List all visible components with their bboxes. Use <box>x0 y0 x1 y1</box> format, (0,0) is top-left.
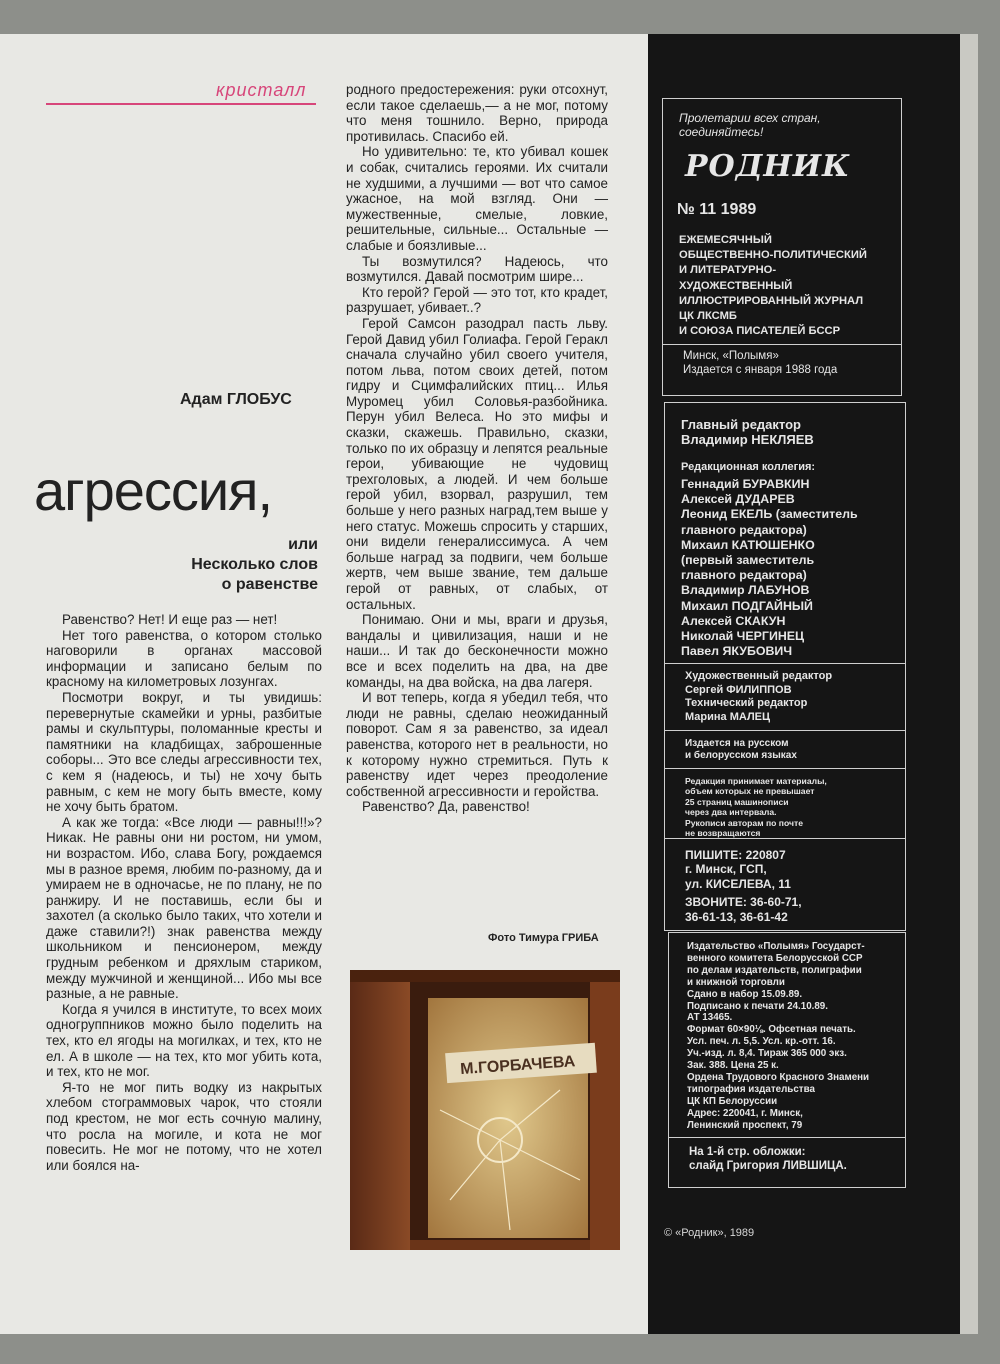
imprint-line: по делам издательств, полиграфии <box>687 964 862 976</box>
publisher-info <box>683 349 837 377</box>
paragraph: Понимаю. Они и мы, враги и друзья, вандалы и цивилизация, наши и не наши... И так до бесконечности можно все и всех поделить на два, на две команды, на два войска, на два лагеря. <box>346 612 608 690</box>
notice-line: объем которых не превышает <box>685 786 815 797</box>
notice-line: Рукописи авторам по почте <box>685 817 803 828</box>
board-member: Михаил КАТЮШЕНКО <box>681 537 815 552</box>
paragraph: А как же тогда: «Все люди — равны!!!»? Никак. Не равны они ни ростом, ни умом, ни возрастом. Ибо, слава Богу, рождаемся мы в разное время, любим по-разному, да и умираем не в одночасье, не по плану, не по ранжиру. И не поставишь, если бы и захотел (а сколько было таких, что хотели и даже ставили?!) знак равенства между школьником и пенсионером, между грудным ребенком и дряхлым стариком, между мужчиной и женщиной... Ибо мы все разные, а не равные. <box>46 814 322 1002</box>
description-line: ОБЩЕСТВЕННО-ПОЛИТИЧЕСКИЙ <box>679 249 867 262</box>
imprint-line: Подписано к печати 24.10.89. <box>687 1000 828 1012</box>
board-member: Павел ЯКУБОВИЧ <box>681 644 793 659</box>
paragraph: родного предостережения: руки отсохнут, если такое сделаешь,— а не мог, потому что меня тошнило. Верно, природа противилась. Спасибо ей. <box>346 82 608 144</box>
imprint-line: венного комитета Белорусской ССР <box>687 952 863 964</box>
imprint-line: Сдано в набор 15.09.89. <box>687 988 803 1000</box>
article-column-2 <box>346 82 608 815</box>
chief-title: Главный редактор <box>681 417 801 432</box>
cover-line: На 1-й стр. обложки: <box>689 1146 806 1158</box>
board-member: Леонид ЕКЕЛЬ (заместитель <box>681 507 858 522</box>
imprint-line: АТ 13465. <box>687 1012 733 1024</box>
description-line: ХУДОЖЕСТВЕННЫЙ <box>679 279 793 292</box>
article-author: Адам ГЛОБУС <box>180 391 292 408</box>
art-line: Сергей ФИЛИППОВ <box>685 683 792 696</box>
subtitle-line-1: или <box>288 536 318 553</box>
imprint-line: Ордена Трудового Красного Знамени <box>687 1071 870 1083</box>
slogan: Пролетарии всех стран, соединяйтесь! <box>679 111 821 139</box>
board-member: Алексей ДУДАРЕВ <box>681 492 795 507</box>
description-line: ЕЖЕМЕСЯЧНЫЙ <box>679 234 772 246</box>
publisher-line: Минск, «Полымя» <box>683 350 779 362</box>
imprint-line: Зак. 388. Цена 25 к. <box>687 1060 779 1072</box>
article-photo <box>350 970 620 1250</box>
paragraph: Когда я учился в институте, то всех моих одногруппников можно было поделить на тех, кто ел ягоды на могилках, и тех, кто не ел. А в школе — на тех, кто мог убить кота, и тех, кто не мог. <box>46 1001 322 1080</box>
imprint-line: Формат 60×90⅛. Офсетная печать. <box>687 1024 856 1036</box>
language-box <box>664 730 906 769</box>
notice-box <box>664 768 906 839</box>
rubric-underline <box>46 103 316 105</box>
imprint-text <box>687 941 903 1132</box>
notice-line: не возвращаются <box>685 828 761 839</box>
magazine-logo: РОДНИК <box>685 149 851 184</box>
paragraph: Я-то не мог пить водку из накрытых хлебом стограммовых чарок, что стояли под крестом, не мог есть сочную малину, что росла на могиле, и кота не мог повесить. Не мог не потому, что не хотел или боялся на- <box>46 1079 322 1173</box>
imprint-divider <box>669 1137 905 1138</box>
photo-credit: Фото Тимура ГРИБА <box>488 932 599 944</box>
article-title: агрессия, <box>34 459 273 522</box>
subtitle-line-3: о равенстве <box>221 576 318 593</box>
magazine-description <box>679 233 867 339</box>
editorial-box <box>664 402 906 664</box>
board-member: главного редактора) <box>681 522 807 537</box>
paragraph: И вот теперь, когда я убедил тебя, что люди не равны, сделаю неожиданный поворот. Сам я за равенство, за идеал равенства, которого нет в реальности, но к которому нужно стремиться. Путь к равенству идет через преодоление собственной агрессивности и геройства. <box>346 690 608 799</box>
paragraph: Равенство? Нет! И еще раз — нет! <box>62 612 278 627</box>
imprint-line: Усл. печ. л. 5,5. Усл. кр.-отт. 16. <box>687 1036 836 1048</box>
paragraph: Герой Самсон разодрал пасть льву. Герой Давид убил Голиафа. Герой Геракл сначала случайно убил своего учителя, потом льва, потом своих детей, потом гидру и Сцимфалийских птиц... Илья Муромец убил Соловья-разбойника. Перун убил Велеса. Но это мифы и сказки, скажешь. Правильно, сказки, только по их образцу и лепятся реальные герои, убивающие не чудовищ трехголовых, а людей. И чем больше герой убил, взорвал, разрушил, тем больше у него разных наград,тем выше у него статус. Можешь спросить у старших, они видели генералиссимуса. А чем больше наград за подвиги, чем больше жертв, чем выше звание, тем дальше герой от равных, от слабых, от остальных. <box>346 315 608 612</box>
imprint-box <box>668 932 906 1188</box>
rubric-label: кристалл <box>216 80 307 100</box>
masthead-title-box <box>662 98 902 345</box>
contact-line: ЗВОНИТЕ: 36-60-71, <box>685 895 802 910</box>
contact-line: 36-61-13, 36-61-42 <box>685 909 788 924</box>
paragraph: Равенство? Да, равенство! <box>362 799 530 815</box>
board-member: Николай ЧЕРГИНЕЦ <box>681 629 805 644</box>
issue-number: № 11 1989 <box>677 201 757 218</box>
contact-line: ПИШИТЕ: 220807 <box>685 848 786 862</box>
page-edge <box>960 34 978 1334</box>
art-line: Художественный редактор <box>685 670 833 682</box>
contact-box <box>664 838 906 931</box>
imprint-line: Издательство «Полымя» Государст- <box>687 941 865 952</box>
board-member: Алексей СКАКУН <box>681 613 786 628</box>
imprint-line: типография издательства <box>687 1083 815 1095</box>
cover-line: слайд Григория ЛИВШИЦА. <box>689 1160 847 1172</box>
paragraph: Ты возмутился? Надеюсь, что возмутился. Давай посмотрим шире... <box>346 253 608 285</box>
description-line: ЦК ЛКСМБ <box>679 310 737 323</box>
board-list <box>681 477 858 659</box>
language-info <box>685 738 797 762</box>
photo-sign-text: М.ГОРБАЧЕВА <box>459 1053 576 1079</box>
lang-line: Издается на русском <box>685 738 789 749</box>
art-editors <box>685 670 832 724</box>
imprint-line: и книжной торговли <box>687 976 785 988</box>
paragraph: Нет того равенства, о котором столько наговорили в органах массовой информации и записано белым по красному на километровых лозунгах. <box>46 627 322 690</box>
notice-line: через два интервала. <box>685 807 777 818</box>
cover-credit <box>689 1145 847 1173</box>
lang-line: и белорусском языках <box>685 750 797 761</box>
paragraph: Посмотри вокруг, и ты увидишь: перевернутые скамейки и урны, разбитые рамы и скульптуры, поломанные кресты и памятники на кладбищах, заброшенные соборы... Это все следы агрессивности тех, с кем я (надеюсь, и ты) не хочу быть равным, с кем не могу быть вместе, кому не хочу быть братом. <box>46 689 322 815</box>
publisher-line: Издается с января 1988 года <box>683 364 838 376</box>
contact-line: г. Минск, ГСП, <box>685 862 767 877</box>
article-column-1 <box>46 612 322 1173</box>
art-line: Технический редактор <box>685 697 808 710</box>
imprint-line: ЦК КП Белоруссии <box>687 1095 778 1107</box>
description-line: И СОЮЗА ПИСАТЕЛЕЙ БССР <box>679 325 841 338</box>
art-editor-box <box>664 662 906 731</box>
imprint-line: Адрес: 220041, г. Минск, <box>687 1107 803 1119</box>
copyright: © «Родник», 1989 <box>664 1227 755 1239</box>
notice-line: 25 страниц машинописи <box>685 796 789 807</box>
board-member: главного редактора) <box>681 568 807 583</box>
publisher-box <box>662 343 902 396</box>
art-line: Марина МАЛЕЦ <box>685 710 771 723</box>
description-line: И ЛИТЕРАТУРНО- <box>679 264 777 277</box>
contact-line: ул. КИСЕЛЕВА, 11 <box>685 876 791 891</box>
contact-info <box>685 848 802 924</box>
board-member: (первый заместитель <box>681 553 815 568</box>
imprint-line: Ленинский проспект, 79 <box>687 1119 803 1131</box>
subtitle-line-2: Несколько слов <box>191 556 318 573</box>
paragraph: Кто герой? Герой — это тот, кто крадет, разрушает, убивает..? <box>346 284 608 316</box>
board-member: Владимир ЛАБУНОВ <box>681 583 810 598</box>
chief-editor <box>681 417 814 447</box>
submission-notice <box>685 776 827 838</box>
board-title: Редакционная коллегия: <box>681 461 816 473</box>
imprint-line: Уч.-изд. л. 8,4. Тираж 365 000 экз. <box>687 1048 847 1060</box>
board-member: Геннадий БУРАВКИН <box>681 477 810 491</box>
description-line: ИЛЛЮСТРИРОВАННЫЙ ЖУРНАЛ <box>679 294 864 307</box>
notice-line: Редакция принимает материалы, <box>685 776 827 786</box>
chief-name: Владимир НЕКЛЯЕВ <box>681 432 814 447</box>
board-member: Михаил ПОДГАЙНЫЙ <box>681 598 813 613</box>
paragraph: Но удивительно: те, кто убивал кошек и собак, считались героями. Их считали не худшими, а лучшими — вот что самое ужасное, на мой взгляд. Они — мужественные, смелые, ловкие, решительные, сильные... Остальные — слабые и боязливые... <box>346 144 608 253</box>
